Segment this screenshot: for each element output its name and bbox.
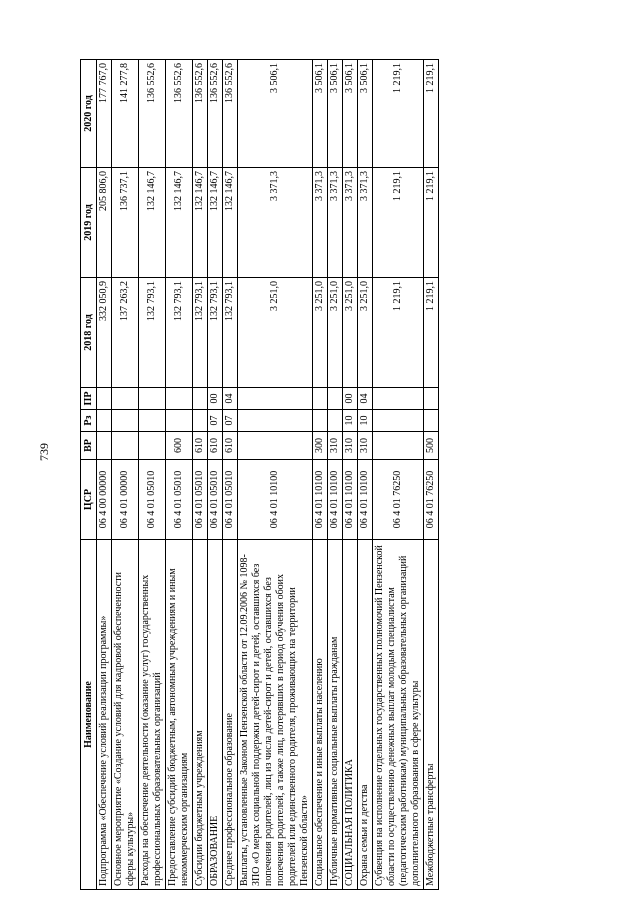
table-row (424, 60, 439, 890)
table-header-row (81, 60, 97, 890)
cell-name: Публичные нормативные социальные выплаты гражданам (328, 540, 343, 890)
table-row (313, 60, 328, 890)
cell-2018: 3 251,0 (238, 278, 313, 388)
cell-vr (112, 432, 139, 460)
cell-2018: 3 251,0 (313, 278, 328, 388)
header-2020: 2020 год (81, 60, 97, 168)
cell-2019: 132 146,7 (208, 168, 223, 278)
rotated-page-content (80, 60, 570, 890)
cell-rz (112, 410, 139, 432)
cell-2020: 136 552,6 (166, 60, 193, 168)
cell-name: Подпрограмма «Обеспечение условий реализации программы» (97, 540, 112, 890)
cell-vr: 310 (358, 432, 373, 460)
cell-csr: 06 4 01 05010 (208, 460, 223, 540)
cell-2019: 132 146,7 (193, 168, 208, 278)
cell-vr (139, 432, 166, 460)
cell-vr: 610 (223, 432, 238, 460)
cell-pr: 00 (343, 388, 358, 410)
cell-2018: 3 251,0 (358, 278, 373, 388)
header-2018: 2018 год (81, 278, 97, 388)
cell-vr: 600 (166, 432, 193, 460)
cell-csr: 06 4 01 05010 (166, 460, 193, 540)
cell-rz (238, 410, 313, 432)
cell-2018: 3 251,0 (328, 278, 343, 388)
cell-name: Охрана семьи и детства (358, 540, 373, 890)
cell-name: Среднее профессиональное образование (223, 540, 238, 890)
cell-vr: 500 (424, 432, 439, 460)
cell-csr: 06 4 01 00000 (112, 460, 139, 540)
cell-2019: 132 146,7 (166, 168, 193, 278)
cell-2020: 136 552,6 (193, 60, 208, 168)
cell-pr (112, 388, 139, 410)
cell-2020: 3 506,1 (358, 60, 373, 168)
cell-2020: 1 219,1 (373, 60, 424, 168)
cell-vr: 310 (343, 432, 358, 460)
cell-rz (166, 410, 193, 432)
cell-csr: 06 4 01 10100 (343, 460, 358, 540)
cell-name: СОЦИАЛЬНАЯ ПОЛИТИКА (343, 540, 358, 890)
table-body (97, 60, 439, 890)
cell-vr: 610 (208, 432, 223, 460)
cell-2019: 136 737,1 (112, 168, 139, 278)
cell-csr: 06 4 01 05010 (223, 460, 238, 540)
cell-2018: 132 793,1 (223, 278, 238, 388)
cell-pr (97, 388, 112, 410)
cell-pr: 04 (223, 388, 238, 410)
cell-2020: 3 506,1 (343, 60, 358, 168)
cell-csr: 06 4 01 10100 (238, 460, 313, 540)
cell-2018: 3 251,0 (343, 278, 358, 388)
cell-name: Межбюджетные трансферты (424, 540, 439, 890)
cell-2019: 3 371,3 (343, 168, 358, 278)
cell-2020: 136 552,6 (223, 60, 238, 168)
cell-csr: 06 4 00 00000 (97, 460, 112, 540)
table-row (343, 60, 358, 890)
cell-vr: 610 (193, 432, 208, 460)
cell-vr (373, 432, 424, 460)
cell-2019: 3 371,3 (328, 168, 343, 278)
cell-csr: 06 4 01 10100 (313, 460, 328, 540)
cell-2020: 3 506,1 (238, 60, 313, 168)
cell-rz (373, 410, 424, 432)
cell-2020: 1 219,1 (424, 60, 439, 168)
header-name: Наименование (81, 540, 97, 890)
cell-2019: 205 806,0 (97, 168, 112, 278)
cell-pr (328, 388, 343, 410)
cell-name: Основное мероприятие «Создание условий для кадровой обеспеченности сферы культуры» (112, 540, 139, 890)
cell-rz: 10 (358, 410, 373, 432)
cell-2018: 332 050,9 (97, 278, 112, 388)
cell-rz (193, 410, 208, 432)
table-row (139, 60, 166, 890)
cell-2018: 1 219,1 (373, 278, 424, 388)
cell-csr: 06 4 01 76250 (424, 460, 439, 540)
cell-pr (424, 388, 439, 410)
cell-rz: 07 (208, 410, 223, 432)
cell-2018: 132 793,1 (139, 278, 166, 388)
cell-2019: 3 371,3 (313, 168, 328, 278)
cell-pr (166, 388, 193, 410)
cell-2020: 136 552,6 (139, 60, 166, 168)
cell-pr (373, 388, 424, 410)
cell-pr (193, 388, 208, 410)
cell-name: Расходы на обеспечение деятельности (оказание услуг) государственных профессиональных образовательных организаций (139, 540, 166, 890)
cell-csr: 06 4 01 05010 (193, 460, 208, 540)
budget-table (80, 59, 439, 890)
cell-vr: 300 (313, 432, 328, 460)
cell-2019: 1 219,1 (424, 168, 439, 278)
table-row (193, 60, 208, 890)
cell-rz (97, 410, 112, 432)
cell-2019: 1 219,1 (373, 168, 424, 278)
cell-2018: 1 219,1 (424, 278, 439, 388)
header-pr: ПР (81, 388, 97, 410)
cell-2019: 132 146,7 (223, 168, 238, 278)
table-row (112, 60, 139, 890)
cell-rz: 10 (343, 410, 358, 432)
cell-csr: 06 4 01 76250 (373, 460, 424, 540)
cell-vr (97, 432, 112, 460)
table-row (223, 60, 238, 890)
cell-2018: 132 793,1 (193, 278, 208, 388)
header-csr: ЦСР (81, 460, 97, 540)
cell-csr: 06 4 01 10100 (328, 460, 343, 540)
cell-csr: 06 4 01 10100 (358, 460, 373, 540)
cell-rz (313, 410, 328, 432)
table-row (238, 60, 313, 890)
table-row (97, 60, 112, 890)
table-row (373, 60, 424, 890)
cell-2020: 177 767,0 (97, 60, 112, 168)
cell-2020: 3 506,1 (328, 60, 343, 168)
cell-rz (424, 410, 439, 432)
cell-2019: 3 371,3 (238, 168, 313, 278)
cell-name: Субвенция на исполнение отдельных государственных полномочий Пензенской области по осуществлению денежных выплат молодым специалистам (педагогическим работникам) муниципальных образовательных организаций дополнительного образования в сфере культуры (373, 540, 424, 890)
cell-2018: 132 793,1 (208, 278, 223, 388)
cell-2018: 132 793,1 (166, 278, 193, 388)
cell-name: Социальное обеспечение и иные выплаты населению (313, 540, 328, 890)
cell-2019: 3 371,3 (358, 168, 373, 278)
cell-vr: 310 (328, 432, 343, 460)
cell-pr (238, 388, 313, 410)
table-row (328, 60, 343, 890)
cell-rz (328, 410, 343, 432)
header-2019: 2019 год (81, 168, 97, 278)
cell-2020: 3 506,1 (313, 60, 328, 168)
cell-pr (139, 388, 166, 410)
cell-rz: 07 (223, 410, 238, 432)
table-row (208, 60, 223, 890)
cell-2018: 137 263,2 (112, 278, 139, 388)
cell-pr: 00 (208, 388, 223, 410)
cell-name: Субсидии бюджетным учреждениям (193, 540, 208, 890)
cell-vr (238, 432, 313, 460)
cell-name: Выплаты, установленные Законом Пензенской области от 12.09.2006 № 1098-ЗПО «О мерах социальной поддержки детей-сирот и детей, оставшихся без попечения родителей, лиц из числа детей-сирот и детей, оставшихся без попечения родителей, а также лиц, потерявших в период обучения обоих родителей или единственного родителя, проживающих на территории Пензенской области» (238, 540, 313, 890)
cell-csr: 06 4 01 05010 (139, 460, 166, 540)
cell-2020: 136 552,6 (208, 60, 223, 168)
cell-name: ОБРАЗОВАНИЕ (208, 540, 223, 890)
cell-name: Предоставление субсидий бюджетным, автономным учреждениям и иным некоммерческим организациям (166, 540, 193, 890)
cell-pr: 04 (358, 388, 373, 410)
page-number: 739 (37, 443, 51, 461)
cell-rz (139, 410, 166, 432)
cell-pr (313, 388, 328, 410)
cell-2020: 141 277,8 (112, 60, 139, 168)
header-vr: ВР (81, 432, 97, 460)
table-row (166, 60, 193, 890)
cell-2019: 132 146,7 (139, 168, 166, 278)
header-rz: Рз (81, 410, 97, 432)
table-row (358, 60, 373, 890)
